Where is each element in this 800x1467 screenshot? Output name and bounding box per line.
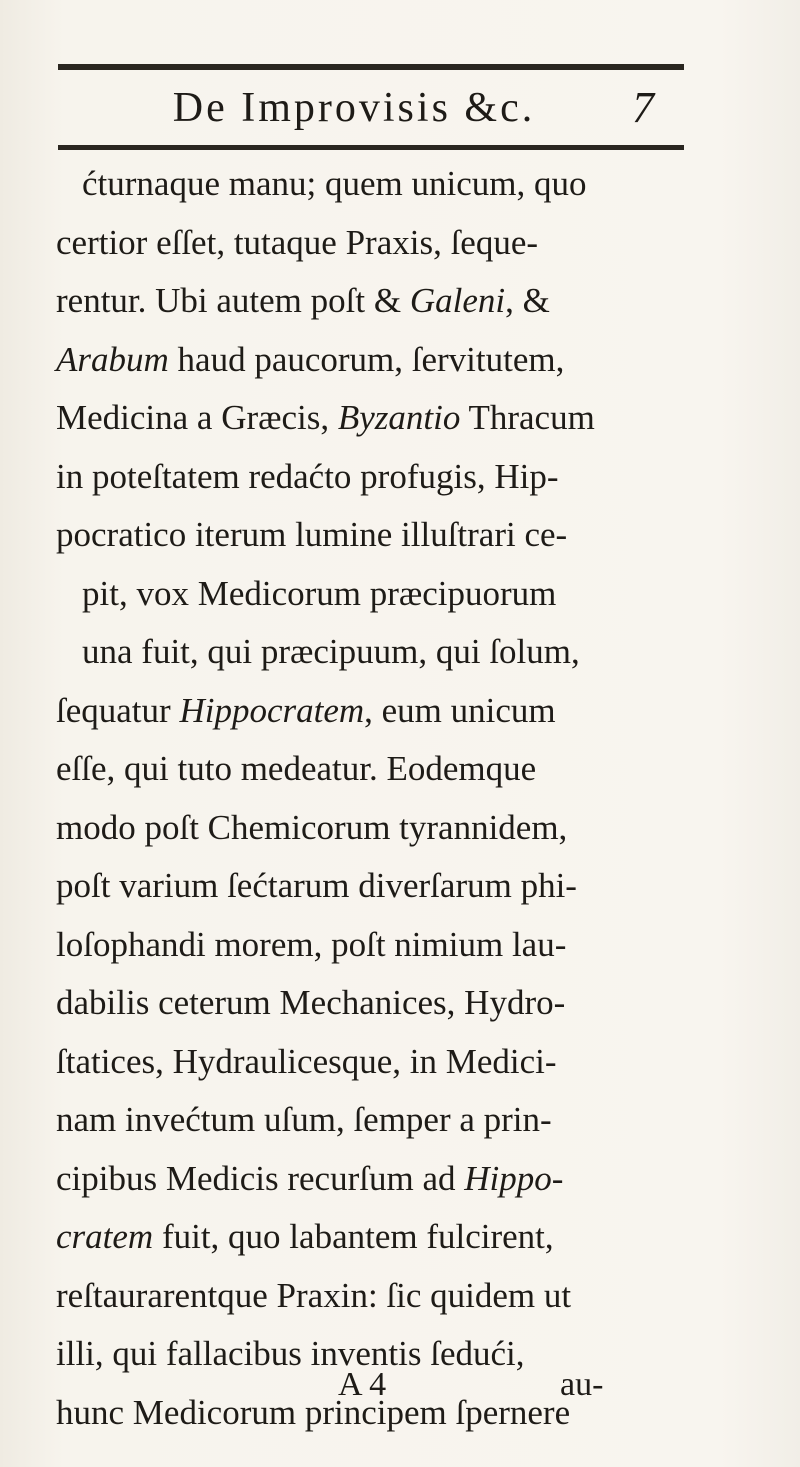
text-segment: illi, qui fallacibus inventis ſedući, (56, 1334, 525, 1373)
text-line (56, 1208, 696, 1267)
text-line (56, 272, 696, 331)
text-line (56, 389, 696, 448)
text-line (56, 857, 696, 916)
text-line (56, 916, 696, 975)
text-segment: pit, vox Medicorum præcipuorum (82, 573, 557, 613)
page-number: 7 (632, 83, 654, 132)
italic-segment: Arabum (56, 339, 169, 379)
text-segment: dabilis ceterum Mechanices, Hydro- (56, 983, 566, 1022)
text-segment: fuit, quo labantem fulcirent, (153, 1217, 554, 1256)
text-segment: eſſe, qui tuto medeatur. Eodemque (56, 749, 537, 788)
text-segment: hunc Medicorum principem ſpernere (56, 1392, 571, 1432)
text-segment: nam invećtum uſum, ſemper a prin- (56, 1100, 552, 1139)
text-segment: reſtaurarentque Praxin: ſic quidem ut (56, 1275, 572, 1315)
text-line (56, 1267, 696, 1326)
text-segment: haud paucorum, ſervitutem, (168, 339, 565, 379)
text-segment: Medicina a Græcis, (56, 398, 338, 437)
header-top-rule (58, 64, 684, 70)
text-segment: , eum unicum (364, 690, 556, 730)
text-segment: certior eſſet, tutaque Praxis, ſeque- (56, 222, 539, 262)
text-segment: Thracum (460, 398, 595, 437)
italic-segment: Hippo- (464, 1158, 564, 1198)
text-line (56, 799, 696, 858)
catchword: au- (560, 1366, 604, 1403)
italic-segment: Byzantio (337, 398, 461, 437)
text-line (56, 506, 696, 565)
text-line (56, 1150, 696, 1209)
text-segment: loſophandi morem, poſt nimium lau- (56, 924, 567, 964)
text-segment: ſequatur (56, 690, 180, 730)
text-segment: ſtatices, Hydraulicesque, in Medici- (56, 1041, 557, 1081)
text-line (56, 214, 696, 273)
text-line (56, 155, 696, 214)
text-line (56, 1091, 696, 1150)
text-line (56, 682, 696, 741)
text-line (56, 331, 696, 390)
text-segment: cipibus Medicis recurſum ad (56, 1158, 465, 1198)
signature-mark: A 4 (338, 1366, 387, 1403)
body-text (56, 155, 696, 1442)
running-title: De Improvisis &c. (172, 85, 536, 131)
text-segment: poſt varium ſećtarum diverſarum phi- (56, 866, 577, 905)
italic-segment: Galeni (409, 281, 506, 320)
text-segment: pocratico iterum lumine illuſtrari ce- (56, 515, 568, 554)
text-line (56, 974, 696, 1033)
text-line (56, 1033, 696, 1092)
page-footer (0, 1360, 800, 1410)
text-line (56, 740, 696, 799)
text-line (56, 448, 696, 507)
text-segment: , & (505, 281, 550, 320)
header-bottom-rule (58, 145, 684, 150)
text-segment: modo poſt Chemicorum tyrannidem, (56, 807, 568, 847)
text-line (56, 623, 696, 682)
text-line (56, 565, 696, 624)
italic-segment: Hippocratem (179, 690, 365, 730)
text-segment: ćturnaque manu; quem unicum, quo (82, 164, 587, 203)
running-header (0, 78, 800, 138)
italic-segment: cratem (56, 1217, 154, 1256)
text-segment: in poteſtatem redaćto profugis, Hip- (56, 456, 559, 496)
text-segment: una fuit, qui præcipuum, qui ſolum, (82, 632, 580, 671)
text-segment: rentur. Ubi autem poſt & (56, 281, 410, 320)
